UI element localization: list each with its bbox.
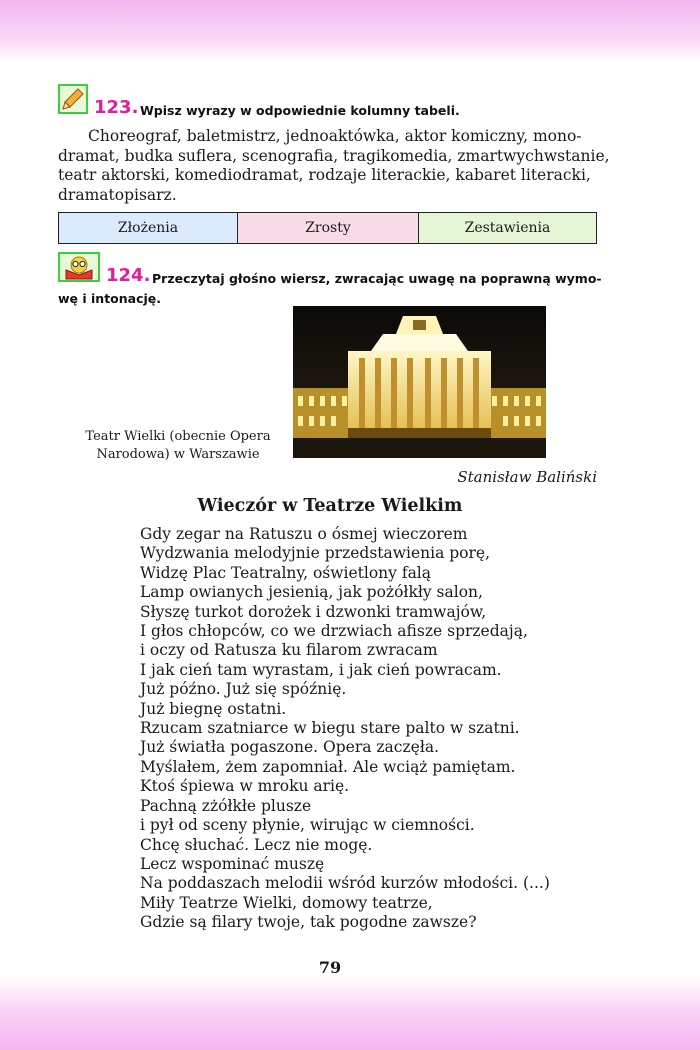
poem-line: I głos chłopców, co we drzwiach afisze sprzedają, bbox=[140, 622, 528, 641]
poem-line: Myślałem, żem zapomniał. Ale wciąż pamiętam. bbox=[140, 757, 516, 776]
poem-line: Już biegnę ostatni. bbox=[140, 699, 287, 718]
table-header-zlozenia: Złożenia bbox=[59, 213, 238, 244]
table-header-zestawienia: Zestawienia bbox=[419, 213, 597, 244]
reading-face-icon bbox=[58, 252, 100, 282]
poem-line: Lamp owianych jesienią, jak pożółkły salon, bbox=[140, 583, 483, 602]
pencil-icon bbox=[58, 84, 88, 114]
bottom-pink-band bbox=[0, 978, 700, 1050]
page-number: 79 bbox=[318, 958, 342, 977]
exercise-instruction: Wpisz wyrazy w odpowiednie kolumny tabeli. bbox=[140, 103, 460, 118]
top-pink-band bbox=[0, 0, 700, 62]
exercise-instruction-line2: wę i intonację. bbox=[58, 291, 162, 306]
exercise-124-header bbox=[58, 252, 618, 286]
teatr-wielki-photo bbox=[293, 306, 546, 458]
poem-line: Wydzwania melodyjnie przedstawienia porę, bbox=[140, 544, 491, 563]
poem-line: Gdzie są filary twoje, tak pogodne zawsze? bbox=[140, 913, 477, 932]
poem-line: Gdy zegar na Ratuszu o ósmej wieczorem bbox=[140, 525, 468, 543]
poem-line: Chcę słuchać. Lecz nie mogę. bbox=[140, 835, 373, 854]
poem-line: Ktoś śpiewa w mroku arię. bbox=[140, 777, 350, 796]
poem-line: Widzę Plac Teatralny, oświetlony falą bbox=[140, 563, 432, 582]
poem-line: Już światła pogaszone. Opera zaczęła. bbox=[140, 738, 440, 757]
exercise-number: 123. bbox=[94, 97, 139, 118]
poem-line: i oczy od Ratusza ku filarom zwracam bbox=[140, 641, 438, 660]
poem-title: Wieczór w Teatrze Wielkim bbox=[197, 496, 463, 516]
poem-body bbox=[140, 525, 600, 933]
poem-line: Lecz wspominać muszę bbox=[140, 854, 325, 873]
exercise-number: 124. bbox=[106, 265, 151, 286]
word-list-line: dramatopisarz. bbox=[58, 185, 177, 204]
poem-line: Miły Teatrze Wielki, domowy teatrze, bbox=[140, 893, 433, 912]
word-classification-table bbox=[58, 212, 597, 244]
photo-caption bbox=[78, 428, 278, 464]
poem-line: Pachną zżółkłe plusze bbox=[140, 796, 312, 815]
word-list-line: Choreograf, baletmistrz, jednoaktówka, aktor komiczny, mono- bbox=[88, 127, 582, 145]
poem-line: Już późno. Już się spóźnię. bbox=[140, 680, 347, 699]
poem-line: i pył od sceny płynie, wirując w ciemności. bbox=[140, 816, 475, 835]
poem-line: Rzucam szatniarce w biegu stare palto w szatni. bbox=[140, 719, 520, 738]
word-list-line: teatr aktorski, komediodramat, rodzaje literackie, kabaret literacki, bbox=[58, 166, 591, 184]
word-list-line: dramat, budka suflera, scenografia, tragikomedia, zmartwychwstanie, bbox=[58, 146, 610, 165]
exercise-123-header bbox=[58, 84, 618, 118]
caption-line: Narodowa) w Warszawie bbox=[96, 447, 260, 462]
table-header-zrosty: Zrosty bbox=[238, 213, 419, 244]
caption-line: Teatr Wielki (obecnie Opera bbox=[85, 429, 271, 444]
poem-line: Słyszę turkot dorożek i dzwonki tramwajów, bbox=[140, 602, 487, 621]
poem-line: Na poddaszach melodii wśród kurzów młodości. (...) bbox=[140, 874, 550, 893]
word-list bbox=[58, 127, 610, 205]
poem-author: Stanisław Baliński bbox=[457, 468, 597, 486]
poem-line: I jak cień tam wyrastam, i jak cień powracam. bbox=[140, 660, 502, 679]
exercise-instruction-line1: Przeczytaj głośno wiersz, zwracając uwagę na poprawną wymo- bbox=[152, 271, 602, 286]
